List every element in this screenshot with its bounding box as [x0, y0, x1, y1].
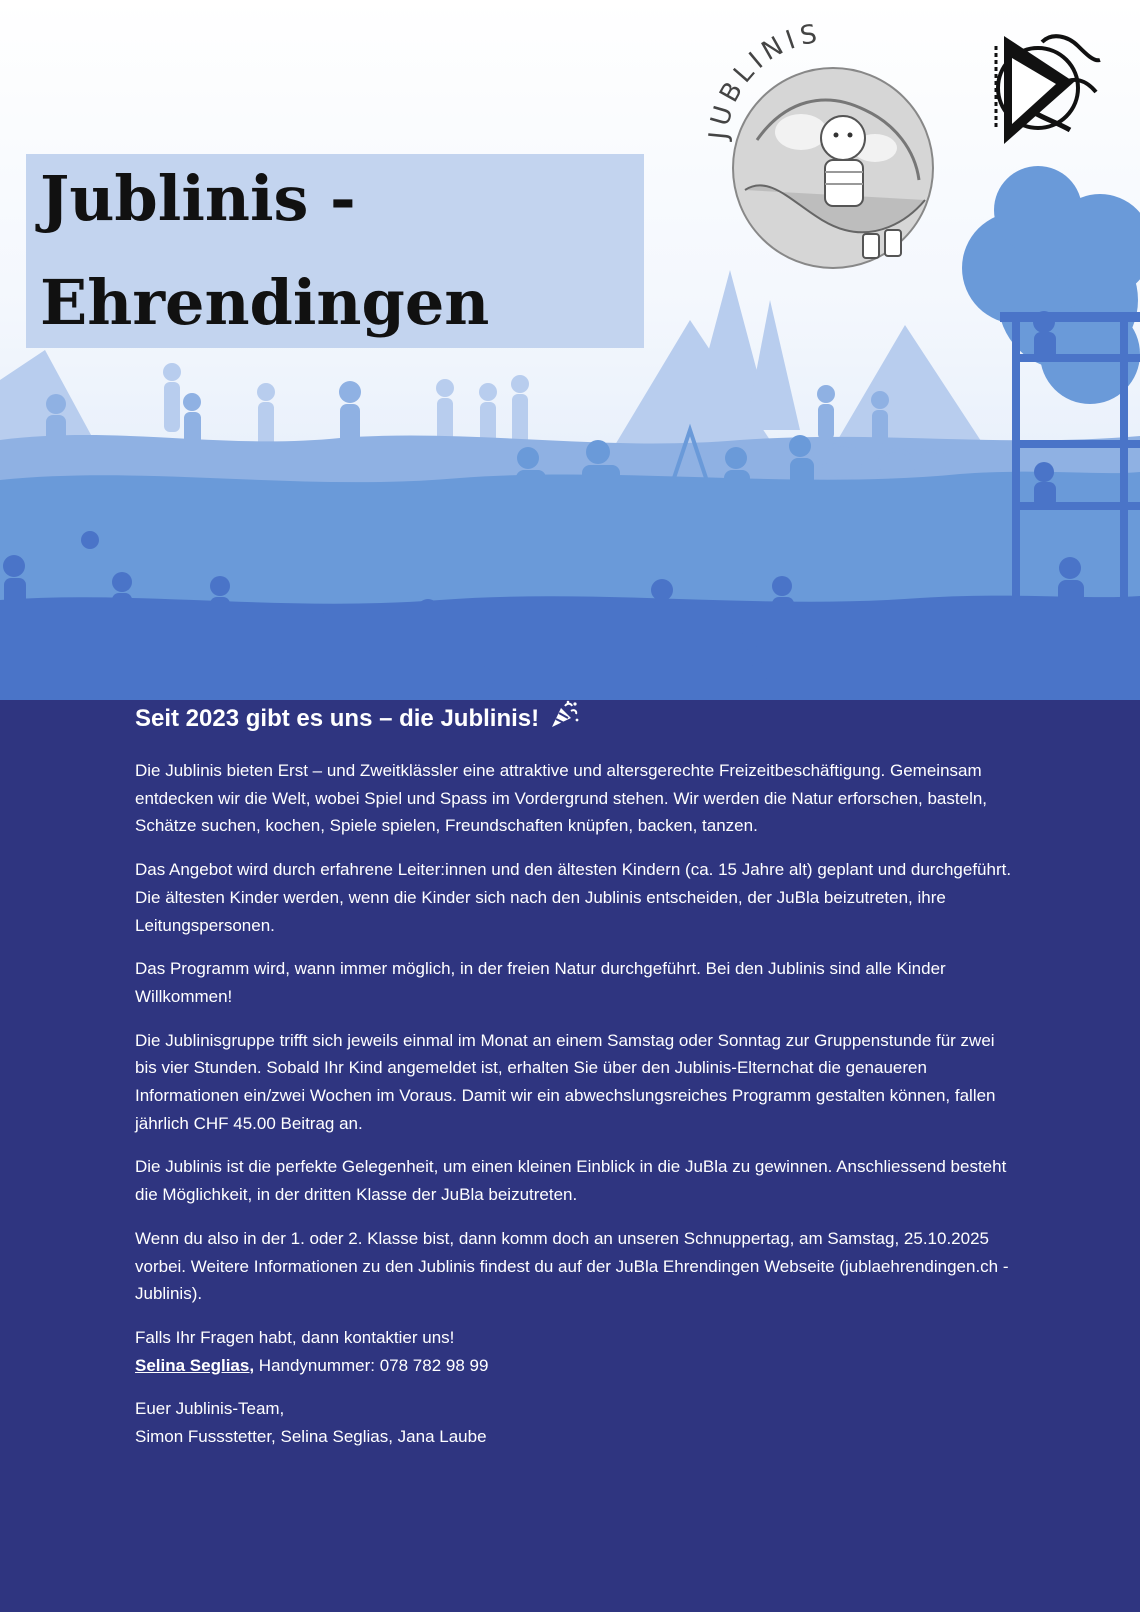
title-box	[26, 154, 644, 348]
paragraph-schedule: Die Jublinisgruppe trifft sich jeweils einmal im Monat an einem Samstag oder Sonntag zur Gruppenstunde für zwei bis vier Stunden. Sobald Ihr Kind angemeldet ist, erhalten Sie über den Jublinis-Elternchat die genaueren Informationen ein/zwei Wochen im Voraus. Damit wir ein abwechslungsreiches Programm gestalten können, fallen jährlich CHF 45.00 Beitrag an.	[135, 1030, 996, 1133]
jublinis-logo	[705, 20, 965, 280]
paragraph-intro: Die Jublinis bieten Erst – und Zweitklässler eine attraktive und altersgerechte Freizeitbeschäftigung. Gemeinsam entdecken wir die Welt, wobei Spiel und Spass im Vordergrund stehen. Wir werden die Natur erforschen, basteln, Schätze suchen, kochen, Spiele spielen, Freundschaften knüpfen, backen, tanzen.	[135, 761, 988, 836]
main-content	[135, 700, 1015, 1467]
paragraph-leaders: Das Angebot wird durch erfahrene Leiter:innen und den ältesten Kindern (ca. 15 Jahre alt) geplant und durchgeführt. Die ältesten Kinder werden, wenn die Kinder sich nach den Jublinis entscheiden, der JuBla beizutreten, ihre Leitungspersonen.	[135, 860, 1012, 935]
signoff-greeting: Euer Jublinis-Team,	[135, 1399, 285, 1419]
page-title-line-2: Ehrendingen	[40, 266, 490, 339]
signoff-names: Simon Fussstetter, Selina Seglias, Jana Laube	[135, 1427, 487, 1447]
paragraph-opportunity: Die Jublinis ist die perfekte Gelegenheit, um einen kleinen Einblick in die JuBla zu gewinnen. Anschliessend besteht die Möglichkeit, in der dritten Klasse der JuBla beizutreten.	[135, 1157, 1007, 1205]
signoff-block	[135, 1395, 1015, 1450]
paragraph-trial-day: Wenn du also in der 1. oder 2. Klasse bist, dann komm doch an unseren Schnuppertag, am Samstag, 25.10.2025 vorbei. Weitere Informationen zu den Jublinis findest du auf der JuBla Ehrendingen Webseite (jublaehrendingen.ch - Jublinis).	[135, 1228, 1009, 1304]
section-heading-text: Seit 2023 gibt es uns – die Jublinis!	[135, 705, 540, 732]
paragraph-nature: Das Programm wird, wann immer möglich, in der freien Natur durchgeführt. Bei den Jublinis sind alle Kinder Willkommen!	[135, 959, 946, 1006]
jubla-ehrendingen-logo	[982, 18, 1110, 158]
jublinis-logo-text: JUBLINIS	[705, 20, 825, 141]
contact-intro: Falls Ihr Fragen habt, dann kontaktier uns!	[135, 1327, 455, 1347]
contact-block	[135, 1324, 1015, 1379]
hero-illustration	[0, 0, 1140, 700]
party-popper-icon	[549, 700, 579, 739]
section-heading	[135, 700, 1015, 739]
contact-phone: Handynummer: 078 782 98 99	[254, 1355, 489, 1375]
contact-name: Selina Seglias,	[135, 1355, 255, 1375]
page-title-line-1: Jublinis -	[40, 162, 356, 235]
